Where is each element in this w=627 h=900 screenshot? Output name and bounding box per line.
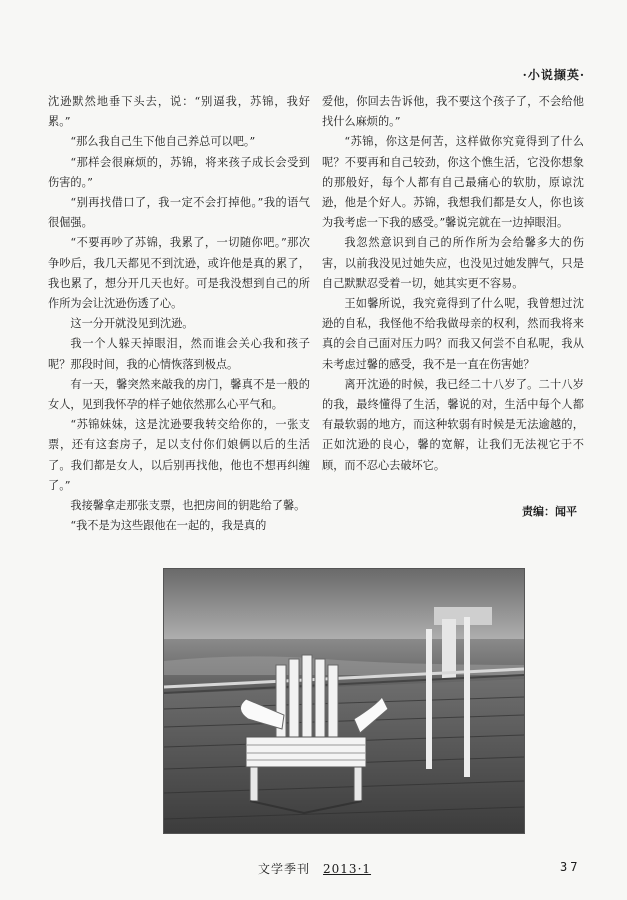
paragraph: “别再找借口了，我一定不会打掉他。”我的语气很倔强。 [48, 196, 310, 230]
paragraph: 爱他，你回去告诉他，我不要这个孩子了，不会给他找什么麻烦的。” [322, 95, 584, 129]
paragraph: “苏锦，你这是何苦，这样做你究竟得到了什么呢？不要再和自己较劲，你这个憔生活，它没你想象的那般好，每个人都有自己最痛心的软肋，原谅沈逊，他是个好人。苏锦，我想我们都是女人，你也该为我考虑一下我的感受。”馨说完就在一边掉眼泪。 [322, 135, 584, 230]
paragraph: 王如馨所说，我究竟得到了什么呢，我曾想过沈逊的自私，我怪他不给我做母亲的权利，然而我将来真的会自己面对压力吗？而我又何尝不自私呢，我从未考虑过馨的感受，我不是一直在伤害她？ [322, 297, 584, 371]
paragraph: “苏锦妹妹，这是沈逊要我转交给你的，一张支票，还有这套房子，足以支付你们娘俩以后的生活了。我们都是女人，以后别再找他，他也不想再纠缠了。” [48, 418, 310, 492]
journal-title [258, 860, 371, 877]
right-column [322, 92, 584, 476]
journal-name: 文学季刊 [258, 862, 311, 876]
paragraph: 我一个人躲天掉眼泪，然而谁会关心我和孩子呢？那段时间，我的心情恢落到极点。 [48, 337, 310, 371]
paragraph: “我不是为这些跟他在一起的，我是真的 [70, 519, 267, 533]
article-photo [163, 568, 525, 834]
paragraph: 有一天，馨突然来敲我的房门，馨真不是一般的女人，见到我怀孕的样子她依然那么心平气和。 [48, 377, 310, 412]
paragraph: “那样会很麻烦的，苏锦，将来孩子成长会受到伤害的。” [48, 155, 310, 189]
paragraph: 这一分开就没见到沈逊。 [70, 317, 194, 331]
paragraph: 离开沈逊的时候，我已经二十八岁了。二十八岁的我，最终懂得了生活，馨说的对，生活中每个人都有最软弱的地方，而这种软弱有时候是无法逾越的，正如沈逊的良心，馨的宽解，让我们无法视它于不顾，而不忍心去破坏它。 [322, 377, 584, 472]
issue-number: 2013·1 [323, 862, 372, 876]
editor-credit: 责编：闻平 [522, 505, 577, 518]
paragraph: “那么我自己生下他自己养总可以吧。” [70, 135, 256, 149]
paragraph: “不要再吵了苏锦，我累了，一切随你吧。”那次争吵后，我几天都见不到沈逊，或许他是真的累了，我也累了，想分开几天也好。可是我没想到自己的所作所为会让沈逊伤透了心。 [48, 236, 310, 311]
paragraph: 沈逊默然地垂下头去，说：“别逼我，苏锦，我好累。” [48, 95, 310, 129]
paragraph: 我接馨拿走那张支票，也把房间的钥匙给了馨。 [70, 499, 306, 513]
page-number: 37 [560, 860, 581, 874]
page-footer [0, 860, 627, 880]
left-column [48, 92, 310, 536]
paragraph: 我忽然意识到自己的所作所为会给馨多大的伤害，以前我没见过她失应，也没见过她发脾气，只是自己默默忍受着一切，她其实更不容易。 [322, 236, 584, 290]
section-tag: ·小说撷英· [522, 68, 585, 82]
